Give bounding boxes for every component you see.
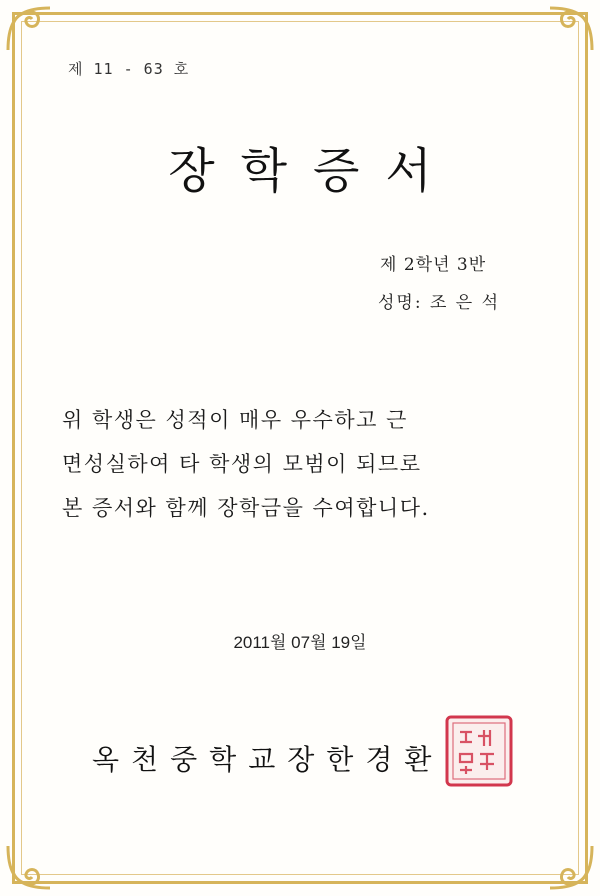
corner-ornament-icon	[6, 6, 52, 52]
certificate-title: 장학증서	[168, 143, 458, 199]
corner-ornament-icon	[548, 844, 594, 890]
issue-date: 2011월 07월 19일	[233, 633, 367, 652]
corner-ornament-icon	[6, 844, 52, 890]
student-name: 성명: 조 은 석	[378, 293, 501, 313]
body-line: 본 증서와 함께 장학금을 수여합니다.	[62, 496, 430, 520]
certificate-number: 제 11 - 63 호	[68, 60, 190, 78]
issuer-name: 옥천중학교장한경환	[92, 743, 444, 776]
body-line: 면성실하여 타 학생의 모범이 되므로	[62, 452, 422, 476]
certificate-body	[62, 398, 552, 530]
grade-class: 제 2학년 3반	[380, 255, 487, 275]
official-seal-icon	[444, 714, 514, 788]
body-line: 위 학생은 성적이 매우 우수하고 근	[62, 408, 408, 432]
corner-ornament-icon	[548, 6, 594, 52]
